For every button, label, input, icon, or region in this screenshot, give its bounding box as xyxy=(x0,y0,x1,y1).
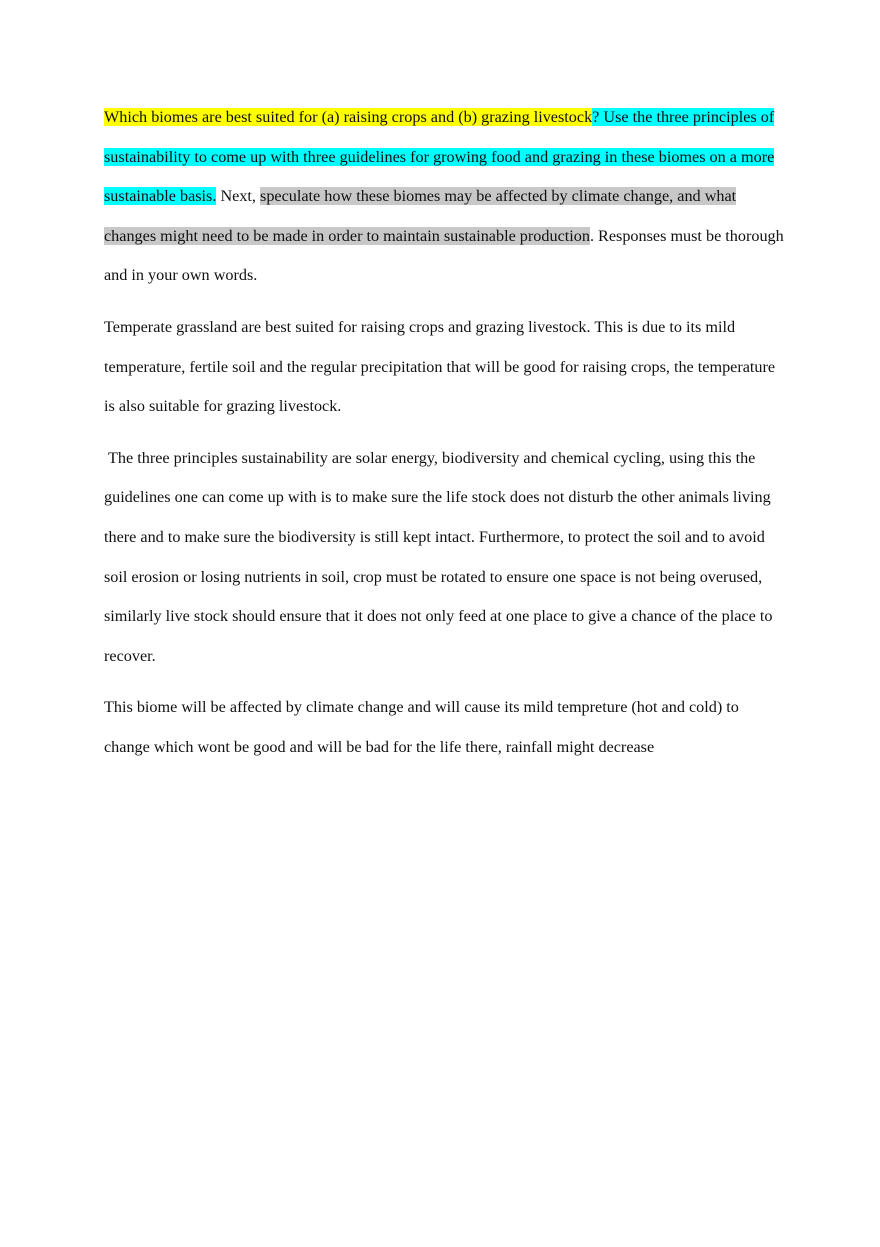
highlight-gray-text: speculate how these biomes may be affected by climate change, and what changes might need to be made in order to maintain sustainable production xyxy=(104,187,737,245)
plain-text: . Responses must be thorough and in your own words. xyxy=(104,226,784,285)
answer-paragraph-1: Temperate grassland are best suited for raising crops and grazing livestock. This is due to its mild temperature, fertile soil and the regular precipitation that will be good for raising crops, the temperature is also suitable for grazing livestock. xyxy=(104,317,776,416)
highlight-cyan-text: ? Use the three principles of sustainability to come up with three guidelines for growing food and grazing in these biomes on a more sustainable basis. xyxy=(104,108,775,206)
plain-text: Next, xyxy=(216,187,261,206)
document-body xyxy=(104,98,784,780)
question-paragraph xyxy=(104,98,784,296)
highlight-yellow-text: Which biomes are best suited for (a) raising crops and (b) grazing livestock xyxy=(104,108,593,126)
answer-paragraph-2: The three principles sustainability are solar energy, biodiversity and chemical cycling, using this the guidelines one can come up with is to make sure the life stock does not disturb the other animals living there and to make sure the biodiversity is still kept intact. Furthermore, to protect the soil and to avoid soil erosion or losing nutrients in soil, crop must be rotated to ensure one space is not being overused, similarly live stock should ensure that it does not only feed at one place to give a chance of the place to recover. xyxy=(104,448,777,665)
answer-paragraph-3: This biome will be affected by climate change and will cause its mild tempreture (hot and cold) to change which wont be good and will be bad for the life there, rainfall might decrease xyxy=(104,698,739,756)
